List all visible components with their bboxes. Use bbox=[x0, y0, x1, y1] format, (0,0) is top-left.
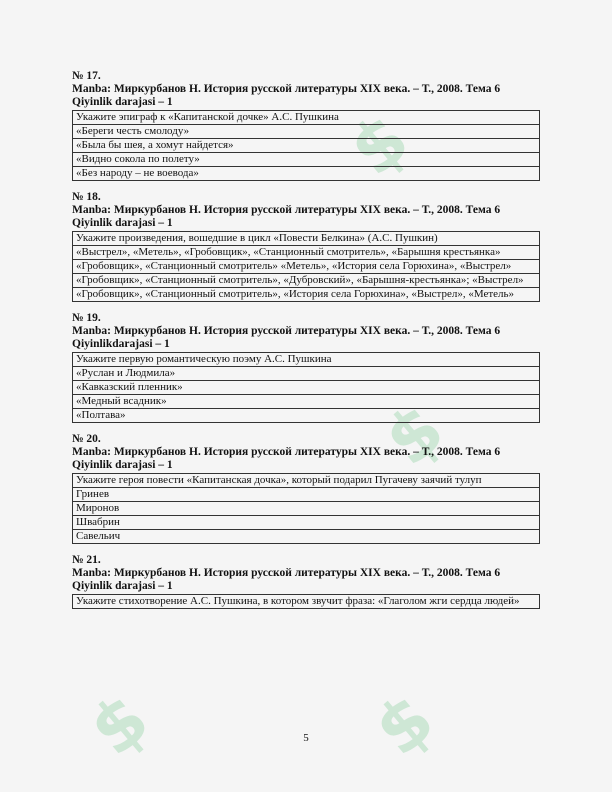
answer-option-row bbox=[73, 153, 540, 167]
answer-option: «Кавказский пленник» bbox=[73, 381, 540, 395]
question-source: Manba: Миркурбанов Н. История русской литературы XIX века. – Т., 2008. Тема 6 bbox=[72, 204, 501, 216]
answer-option-row bbox=[73, 246, 540, 260]
answer-option: «Была бы шея, а хомут найдется» bbox=[73, 139, 540, 153]
question-prompt: Укажите героя повести «Капитанская дочка», который подарил Пугачеву заячий тулуп bbox=[73, 474, 540, 488]
answer-option-row bbox=[73, 502, 540, 516]
question-prompt: Укажите стихотворение А.С. Пушкина, в котором звучит фраза: «Глаголом жги сердца людей» bbox=[73, 595, 540, 609]
question-prompt-row bbox=[73, 474, 540, 488]
question-block bbox=[72, 312, 540, 423]
question-block bbox=[72, 554, 540, 609]
answer-option-row bbox=[73, 288, 540, 302]
answer-option: «Руслан и Людмила» bbox=[73, 367, 540, 381]
question-prompt: Укажите первую романтическую поэму А.С. Пушкина bbox=[73, 353, 540, 367]
answer-option-row bbox=[73, 260, 540, 274]
answer-option: «Видно сокола по полету» bbox=[73, 153, 540, 167]
answer-option-row bbox=[73, 367, 540, 381]
answer-option: «Выстрел», «Метель», «Гробовщик», «Станционный смотритель», «Барышня крестьянка» bbox=[73, 246, 540, 260]
answer-option: «Без народу – не воевода» bbox=[73, 167, 540, 181]
question-block bbox=[72, 433, 540, 544]
question-prompt-row bbox=[73, 111, 540, 125]
answer-option: Миронов bbox=[73, 502, 540, 516]
answer-option-row bbox=[73, 516, 540, 530]
question-table bbox=[72, 473, 540, 544]
question-difficulty: Qiyinlik darajasi – 1 bbox=[72, 217, 173, 229]
question-prompt: Укажите произведения, вошедшие в цикл «Повести Белкина» (А.С. Пушкин) bbox=[73, 232, 540, 246]
answer-option: «Гробовщик», «Станционный смотритель» «Метель», «История села Горюхина», «Выстрел» bbox=[73, 260, 540, 274]
question-prompt-row bbox=[73, 353, 540, 367]
question-prompt-row bbox=[73, 232, 540, 246]
answer-option-row bbox=[73, 139, 540, 153]
question-number: № 21. bbox=[72, 554, 101, 566]
answer-option: Гринев bbox=[73, 488, 540, 502]
answer-option-row bbox=[73, 409, 540, 423]
question-difficulty: Qiyinlikdarajasi – 1 bbox=[72, 338, 170, 350]
watermark-logo: $ bbox=[334, 97, 425, 193]
answer-option: Швабрин bbox=[73, 516, 540, 530]
question-number: № 18. bbox=[72, 191, 101, 203]
watermark-logo: $ bbox=[74, 677, 165, 773]
answer-option-row bbox=[73, 530, 540, 544]
question-difficulty: Qiyinlik darajasi – 1 bbox=[72, 96, 173, 108]
question-prompt-row bbox=[73, 595, 540, 609]
answer-option-row bbox=[73, 274, 540, 288]
watermark-logo: $ bbox=[369, 387, 460, 483]
question-list bbox=[72, 70, 540, 619]
answer-option: «Береги честь смолоду» bbox=[73, 125, 540, 139]
answer-option-row bbox=[73, 488, 540, 502]
question-number: № 17. bbox=[72, 70, 101, 82]
question-number: № 20. bbox=[72, 433, 101, 445]
question-number: № 19. bbox=[72, 312, 101, 324]
answer-option-row bbox=[73, 125, 540, 139]
question-table bbox=[72, 352, 540, 423]
question-source: Manba: Миркурбанов Н. История русской литературы XIX века. – Т., 2008. Тема 6 bbox=[72, 83, 501, 95]
question-table bbox=[72, 594, 540, 609]
question-source: Manba: Миркурбанов Н. История русской литературы XIX века. – Т., 2008. Тема 6 bbox=[72, 446, 501, 458]
question-difficulty: Qiyinlik darajasi – 1 bbox=[72, 580, 173, 592]
question-block bbox=[72, 191, 540, 302]
answer-option: Савельич bbox=[73, 530, 540, 544]
answer-option-row bbox=[73, 395, 540, 409]
page-number: 5 bbox=[303, 732, 309, 744]
answer-option-row bbox=[73, 381, 540, 395]
question-source: Manba: Миркурбанов Н. История русской литературы XIX века. – Т., 2008. Тема 6 bbox=[72, 325, 501, 337]
answer-option: «Медный всадник» bbox=[73, 395, 540, 409]
question-block bbox=[72, 70, 540, 181]
question-table bbox=[72, 110, 540, 181]
answer-option-row bbox=[73, 167, 540, 181]
answer-option: «Гробовщик», «Станционный смотритель», «История села Горюхина», «Выстрел», «Метель» bbox=[73, 288, 540, 302]
question-source: Manba: Миркурбанов Н. История русской литературы XIX века. – Т., 2008. Тема 6 bbox=[72, 567, 501, 579]
question-difficulty: Qiyinlik darajasi – 1 bbox=[72, 459, 173, 471]
answer-option: «Гробовщик», «Станционный смотритель», «Дубровский», «Барышня-крестьянка»; «Выстрел» bbox=[73, 274, 540, 288]
watermark-logo: $ bbox=[359, 677, 450, 773]
answer-option: «Полтава» bbox=[73, 409, 540, 423]
question-prompt: Укажите эпиграф к «Капитанской дочке» А.С. Пушкина bbox=[73, 111, 540, 125]
question-table bbox=[72, 231, 540, 302]
